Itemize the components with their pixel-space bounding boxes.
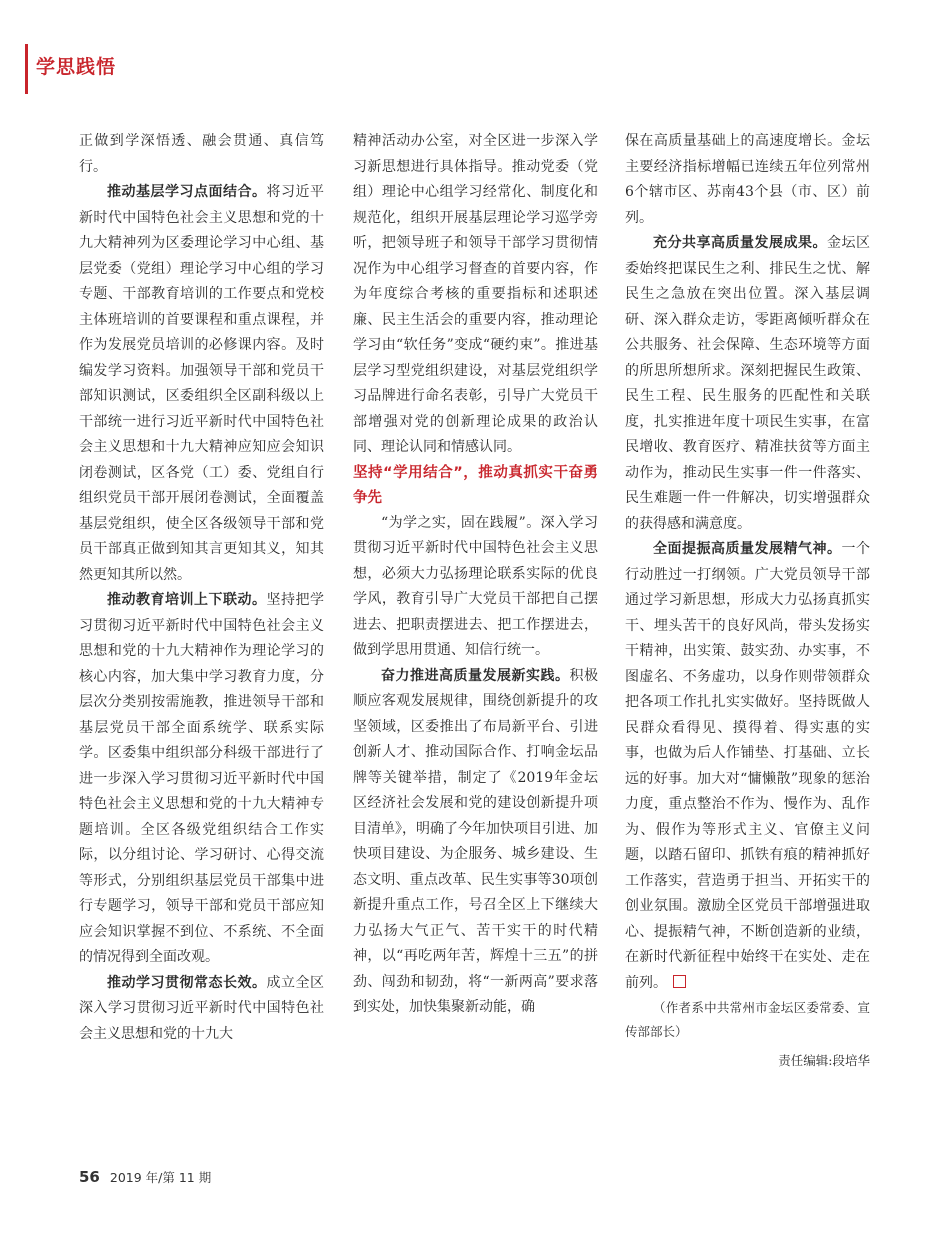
paragraph	[79, 180, 324, 588]
paragraph: 正做到学深悟透、融会贯通、真信笃行。	[79, 133, 324, 175]
paragraph	[625, 537, 870, 996]
paragraph-body: 坚持把学习贯彻习近平新时代中国特色社会主义思想和党的十九大精神作为理论学习的核心内容，加大集中学习教育力度，分层次分类别按需施教，推进领导干部和基层党员干部全面系统学、联系实际学。区委集中组织部分科级干部进行了进一步深入学习贯彻习近平新时代中国特色社会主义思想和党的十九大精神专题培训。全区各级党组织结合工作实际，以分组讨论、学习研讨、心得交流等形式，分别组织基层党员干部集中进行专题学习，领导干部和党员干部应知应会知识掌握不到位、不系统、不全面的情况得到全面改观。	[79, 592, 324, 965]
paragraph	[79, 971, 324, 1048]
paragraph-lead: 推动学习贯彻常态长效。	[107, 974, 267, 991]
column-2	[353, 129, 598, 1021]
author-byline: （作者系中共常州市金坛区委常委、宣传部部长）	[625, 1000, 870, 1039]
section-subheading: 坚持“学用结合”，推动真抓实干奋勇争先	[353, 464, 598, 506]
end-mark-icon	[673, 975, 686, 988]
paragraph	[353, 664, 598, 1021]
paragraph	[625, 231, 870, 537]
editor-credit: 责任编辑:段培华	[778, 1053, 870, 1068]
paragraph-lead: 奋力推进高质量发展新实践。	[381, 667, 570, 684]
column-1	[79, 129, 324, 1047]
paragraph-lead: 推动基层学习点面结合。	[107, 184, 267, 200]
header-accent-bar	[25, 44, 28, 94]
page-footer	[79, 1168, 211, 1186]
column-3	[625, 129, 870, 1074]
paragraph-body: 将习近平新时代中国特色社会主义思想和党的十九大精神列为区委理论学习中心组、基层党委（党组）理论学习中心组的学习专题、干部教育培训的工作要点和党校主体班培训的首要课程和重点课程，并作为发展党员培训的必修课内容。及时编发学习资料。加强领导干部和党员干部知识测试，区委组织全区副科级以上干部统一进行习近平新时代中国特色社会主义思想和十九大精神应知应会知识闭卷测试，区各党（工）委、党组自行组织党员干部开展闭卷测试，全面覆盖基层党组织，使全区各级领导干部和党员干部真正做到知其言更知其义，知其然更知其所以然。	[79, 184, 324, 583]
paragraph-body: 金坛区委始终把谋民生之利、排民生之忧、解民生之急放在突出位置。深入基层调研、深入群众走访，零距离倾听群众在公共服务、社会保障、生态环境等方面的所思所想所求。深刻把握民生政策、民生工程、民生服务的匹配性和关联度，扎实推进年度十项民生实事，在富民增收、教育医疗、精准扶贫等方面主动作为，推动民生实事一件一件落实、民生难题一件一件解决，切实增强群众的获得感和满意度。	[625, 235, 870, 532]
section-title: 学思践悟	[36, 56, 117, 78]
paragraph-body: 积极顺应客观发展规律，围绕创新提升的攻坚领域，区委推出了布局新平台、引进创新人才、推动国际合作、打响金坛品牌等关键举措，制定了《2019年金坛区经济社会发展和党的建设创新提升项目清单》，明确了今年加快项目引进、加快项目建设、为企服务、城乡建设、生态文明、重点改革、民生实事等30项创新提升重点工作，号召全区上下继续大力弘扬大气正气、苦干实干的时代精神，以“再吃两年苦，辉煌十三五”的拼劲、闯劲和韧劲，将“一新两高”要求落到实处，加快集聚新动能，确	[353, 667, 598, 1015]
paragraph-lead: 推动教育培训上下联动。	[107, 592, 267, 608]
page-number: 56	[79, 1168, 100, 1186]
paragraph	[79, 588, 324, 971]
paragraph-body: 一个行动胜过一打纲领。广大党员领导干部通过学习新思想，形成大力弘扬真抓实干、埋头苦干的良好风尚，带头发扬实干精神，出实策、鼓实劲、办实事，不图虚名、不务虚功，以身作则带领群众把各项工作扎扎实实做好。坚持既做人民群众看得见、摸得着、得实惠的实事，也做为后人作铺垫、打基础、立长远的好事。加大对“慵懒散”现象的惩治力度，重点整治不作为、慢作为、乱作为、假作为等形式主义、官僚主义问题，以踏石留印、抓铁有痕的精神抓好工作落实，营造勇于担当、开拓实干的创业氛围。激励全区党员干部增强进取心、提振精气神，不断创造新的业绩，在新时代新征程中始终干在实处、走在前列。	[625, 541, 870, 991]
paragraph-body: 成立全区深入学习贯彻习近平新时代中国特色社会主义思想和党的十九大	[79, 974, 324, 1042]
paragraph-lead: 充分共享高质量发展成果。	[653, 235, 827, 251]
paragraph: 保在高质量基础上的高速度增长。金坛主要经济指标增幅已连续五年位列常州6个辖市区、苏南43个县（市、区）前列。	[625, 133, 870, 226]
issue-label: 2019 年/第 11 期	[109, 1170, 212, 1185]
paragraph: “为学之实，固在践履”。深入学习贯彻习近平新时代中国特色社会主义思想，必须大力弘扬理论联系实际的优良学风，教育引导广大党员干部把自己摆进去、把职责摆进去、把工作摆进去，做到学思用贯通、知信行统一。	[353, 514, 598, 658]
paragraph-lead: 全面提振高质量发展精气神。	[653, 541, 842, 557]
paragraph: 精神活动办公室，对全区进一步深入学习新思想进行具体指导。推动党委（党组）理论中心组学习经常化、制度化和规范化，组织开展基层理论学习巡学旁听，把领导班子和领导干部学习贯彻情况作为中心组学习督查的首要内容，作为年度综合考核的重要指标和述职述廉、民主生活会的重要内容，推动理论学习由“软任务”变成“硬约束”。推进基层学习型党组织建设，对基层党组织学习品牌进行命名表彰，引导广大党员干部增强对党的创新理论成果的政治认同、理论认同和情感认同。	[353, 133, 598, 455]
